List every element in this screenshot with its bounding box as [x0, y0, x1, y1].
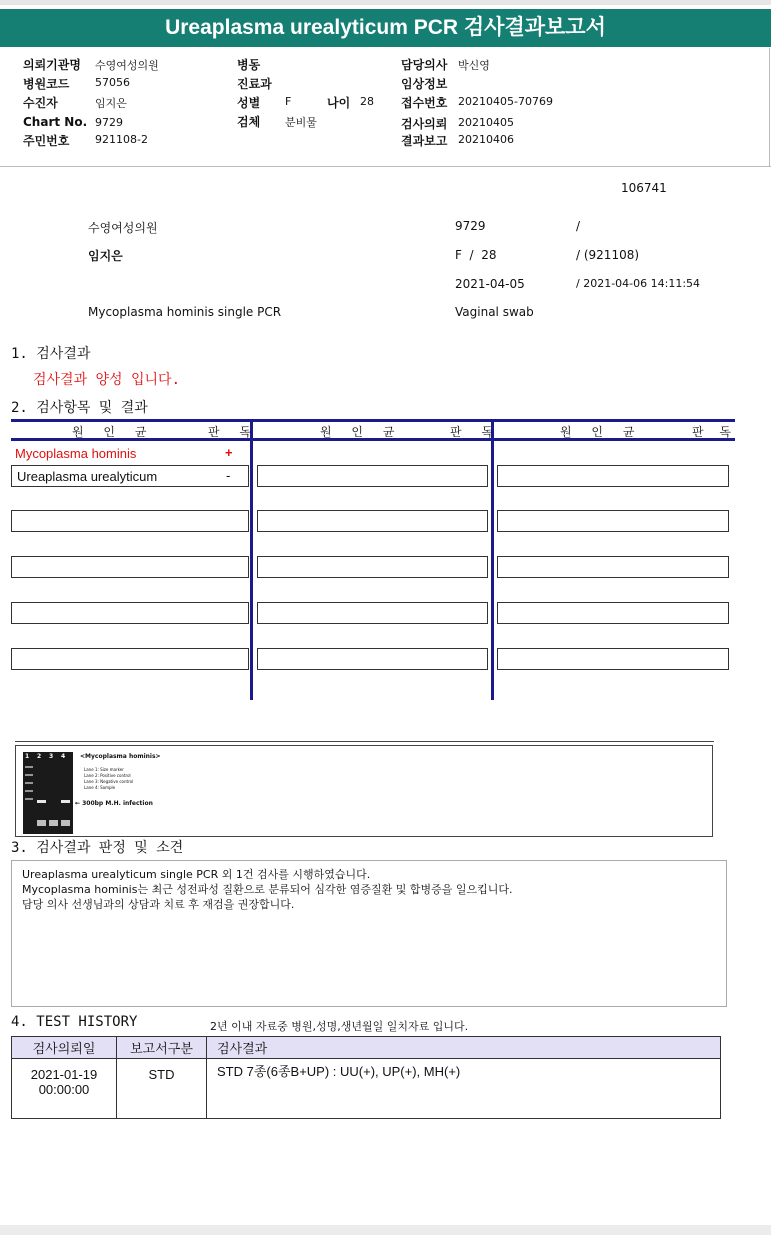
header-label: 수진자 [23, 96, 58, 110]
header-label: 나이 [327, 96, 351, 110]
opinion-line: Ureaplasma urealyticum single PCR 외 1건 검사를 시행하였습니다. [22, 868, 371, 881]
gel-panel-top-rule [15, 741, 714, 742]
gel-band [61, 820, 70, 826]
result-cell [11, 602, 249, 624]
pathogen-result: - [226, 468, 231, 483]
lane-label: 3 [49, 753, 54, 760]
history-column-header: 검사의뢰일 [12, 1037, 117, 1059]
history-date: 2021-01-19 [30, 1067, 98, 1082]
history-type: STD [117, 1059, 207, 1119]
header-label: 주민번호 [23, 134, 70, 148]
header-label: 결과보고 [401, 134, 448, 148]
history-column-header: 보고서구분 [117, 1037, 207, 1059]
report-title: Ureaplasma urealyticum PCR 검사결과보고서 [0, 9, 771, 47]
section4-heading: 4. TEST HISTORY [11, 1014, 138, 1030]
column-header-judgement: 판 독 [208, 425, 259, 439]
section2-heading: 2. 검사항목 및 결과 [11, 400, 148, 416]
header-value: 20210405 [458, 116, 514, 129]
header-label: 병원코드 [23, 77, 70, 91]
header-label: 병동 [237, 58, 261, 72]
header-label: 임상정보 [401, 77, 448, 91]
column-header-pathogen: 원 인 균 [72, 425, 155, 439]
header-label: 성별 [237, 96, 261, 110]
report-datetime: / 2021-04-06 14:11:54 [576, 277, 701, 290]
gel-arrow-label: ← 300bp M.H. infection [75, 800, 153, 807]
result-cell [497, 510, 729, 532]
table-divider [250, 419, 253, 700]
history-date-cell [12, 1059, 117, 1119]
test-name: Mycoplasma hominis single PCR [88, 305, 282, 319]
specimen-id: 106741 [621, 181, 667, 195]
gel-band [37, 820, 46, 826]
result-summary: 검사결과 양성 입니다. [33, 372, 181, 388]
gel-band [25, 798, 33, 800]
header-value: 57056 [95, 76, 130, 89]
result-cell [497, 465, 729, 487]
header-label: 의뢰기관명 [23, 58, 81, 72]
column-header-judgement: 판 독 [450, 425, 501, 439]
header-value: 20210405-70769 [458, 95, 553, 108]
column-header-judgement: 판 독 [692, 425, 737, 439]
table-divider [491, 419, 494, 700]
result-cell [497, 602, 729, 624]
chart-number: 9729 [455, 219, 486, 233]
gel-legend: Lane 2: Positive control [84, 773, 131, 778]
table-row [12, 1059, 721, 1119]
section3-heading: 3. 검사결과 판정 및 소견 [11, 840, 184, 856]
specimen-type: Vaginal swab [455, 305, 534, 319]
history-time: 00:00:00 [38, 1082, 90, 1097]
header-label: Chart No. [23, 115, 88, 129]
patient-name: 임지은 [88, 249, 123, 263]
birth-date: / (921108) [576, 248, 640, 262]
gel-electrophoresis-image [23, 752, 73, 834]
header-label: 검사의뢰 [401, 117, 448, 131]
result-cell [257, 648, 488, 670]
bottom-edge [0, 1225, 771, 1235]
gel-band [49, 820, 58, 826]
header-value: 20210406 [458, 133, 514, 146]
history-table [11, 1036, 721, 1119]
header-label: 진료과 [237, 77, 272, 91]
sex-age: F / 28 [455, 248, 497, 262]
gel-legend: Lane 1: Size marker [84, 767, 124, 772]
header-value: 분비물 [285, 116, 317, 129]
gel-band [25, 766, 33, 768]
header-label: 검체 [237, 115, 261, 129]
pathogen-name: Ureaplasma urealyticum [17, 469, 158, 484]
history-note: 2년 이내 자료중 병원,성명,생년월일 일치자료 입니다. [210, 1020, 469, 1033]
result-cell [11, 648, 249, 670]
lane-label: 4 [61, 753, 66, 760]
opinion-line: Mycoplasma hominis는 최근 성전파성 질환으로 분류되어 심각한 염증질환 및 합병증을 일으킵니다. [22, 883, 513, 896]
gel-band [61, 800, 70, 803]
gel-legend: Lane 3: Negative control [84, 779, 134, 784]
header-value: 921108-2 [95, 133, 148, 146]
result-cell [497, 648, 729, 670]
result-cell [257, 602, 488, 624]
header-label: 접수번호 [401, 96, 448, 110]
gel-band [37, 800, 46, 803]
history-result: STD 7종(6종B+UP) : UU(+), UP(+), MH(+) [207, 1059, 721, 1119]
gel-title: <Mycoplasma hominis> [80, 753, 161, 760]
gel-band [25, 774, 33, 776]
result-cell [257, 465, 488, 487]
section1-heading: 1. 검사결과 [11, 346, 91, 362]
lane-label: 2 [37, 753, 42, 760]
header-label: 담당의사 [401, 58, 448, 72]
result-cell [11, 510, 249, 532]
header-value: 9729 [95, 116, 123, 129]
header-value: 28 [360, 95, 374, 108]
result-cell [257, 510, 488, 532]
result-cell [11, 556, 249, 578]
header-value: F [285, 95, 292, 108]
header-value: 임지은 [95, 97, 127, 110]
header-value: 박신영 [458, 59, 490, 72]
table-top-rule [11, 419, 735, 422]
gel-band [25, 782, 33, 784]
column-header-pathogen: 원 인 균 [320, 425, 403, 439]
opinion-line: 담당 의사 선생님과의 상담과 치료 후 재검을 권장합니다. [22, 898, 295, 911]
gel-legend: Lane 4: Sample [84, 785, 116, 790]
header-border [769, 48, 770, 167]
gel-band [25, 790, 33, 792]
hospital-name: 수영여성의원 [88, 221, 158, 235]
result-cell [257, 556, 488, 578]
pathogen-result: + [225, 445, 233, 460]
opinion-box [11, 860, 727, 1007]
top-edge [0, 0, 771, 5]
history-column-header: 검사결과 [207, 1037, 721, 1059]
request-date: 2021-04-05 [455, 277, 525, 291]
pathogen-name: Mycoplasma hominis [15, 446, 137, 461]
column-header-pathogen: 원 인 균 [560, 425, 643, 439]
result-cell [497, 556, 729, 578]
separator: / [576, 219, 581, 233]
header-value: 수영여성의원 [95, 59, 159, 72]
lane-label: 1 [25, 753, 30, 760]
